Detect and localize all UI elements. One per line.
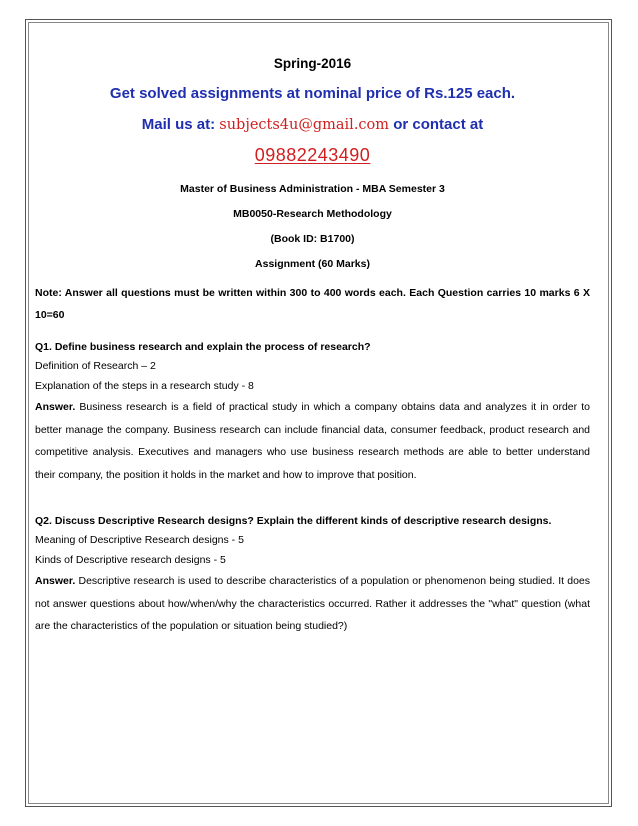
- answer-text: Business research is a field of practical study in which a company obtains data and analyzes it in order to better manage the company. Business research can include financial data, consumer feedback, product research and competitive analysis. Executives and managers who use business research methods are able to better understand their company, the position it holds in the market and how to improve that position.: [35, 401, 590, 481]
- answer-text: Descriptive research is used to describe characteristics of a population or phenomenon being studied. It does not answer questions about how/when/why the characteristics occurred. Rather it addresses the "what" question (what are the characteristics of the population or situation being studied?): [35, 575, 590, 632]
- phone-line: [35, 145, 590, 166]
- season-title: Spring-2016: [273, 56, 352, 71]
- subject-title: MB0050-Research Methodology: [233, 208, 392, 220]
- mail-line: [35, 116, 590, 133]
- mail-prefix: Mail us at:: [141, 116, 216, 133]
- question-2-criterion: Meaning of Descriptive Research designs - 5: [35, 534, 244, 546]
- question-2-answer: [35, 570, 590, 638]
- instructions-note: Note: Answer all questions must be written within 300 to 400 words each. Each Question carries 10 marks 6 X 10=60: [35, 287, 590, 321]
- promo-line: Get solved assignments at nominal price of Rs.125 each.: [109, 85, 516, 102]
- document-body: [35, 56, 590, 638]
- question-1-criterion: Explanation of the steps in a research study - 8: [35, 380, 254, 392]
- assignment-title: Assignment (60 Marks): [255, 258, 370, 270]
- book-id: (Book ID: B1700): [270, 233, 355, 245]
- question-2-criterion: Kinds of Descriptive research designs - 5: [35, 554, 226, 566]
- mail-suffix: or contact at: [393, 116, 484, 133]
- question-2-title: Q2. Discuss Descriptive Research designs? Explain the different kinds of descriptive research designs.: [35, 515, 552, 527]
- program-title: Master of Business Administration - MBA Semester 3: [180, 183, 445, 195]
- email-link[interactable]: subjects4u@gmail.com: [219, 117, 390, 133]
- answer-label: Answer.: [35, 401, 76, 413]
- question-1-title: Q1. Define business research and explain the process of research?: [35, 341, 371, 353]
- question-1-answer: [35, 396, 590, 486]
- answer-label: Answer.: [35, 575, 76, 587]
- question-1-criterion: Definition of Research – 2: [35, 360, 156, 372]
- phone-number[interactable]: 09882243490: [254, 145, 371, 165]
